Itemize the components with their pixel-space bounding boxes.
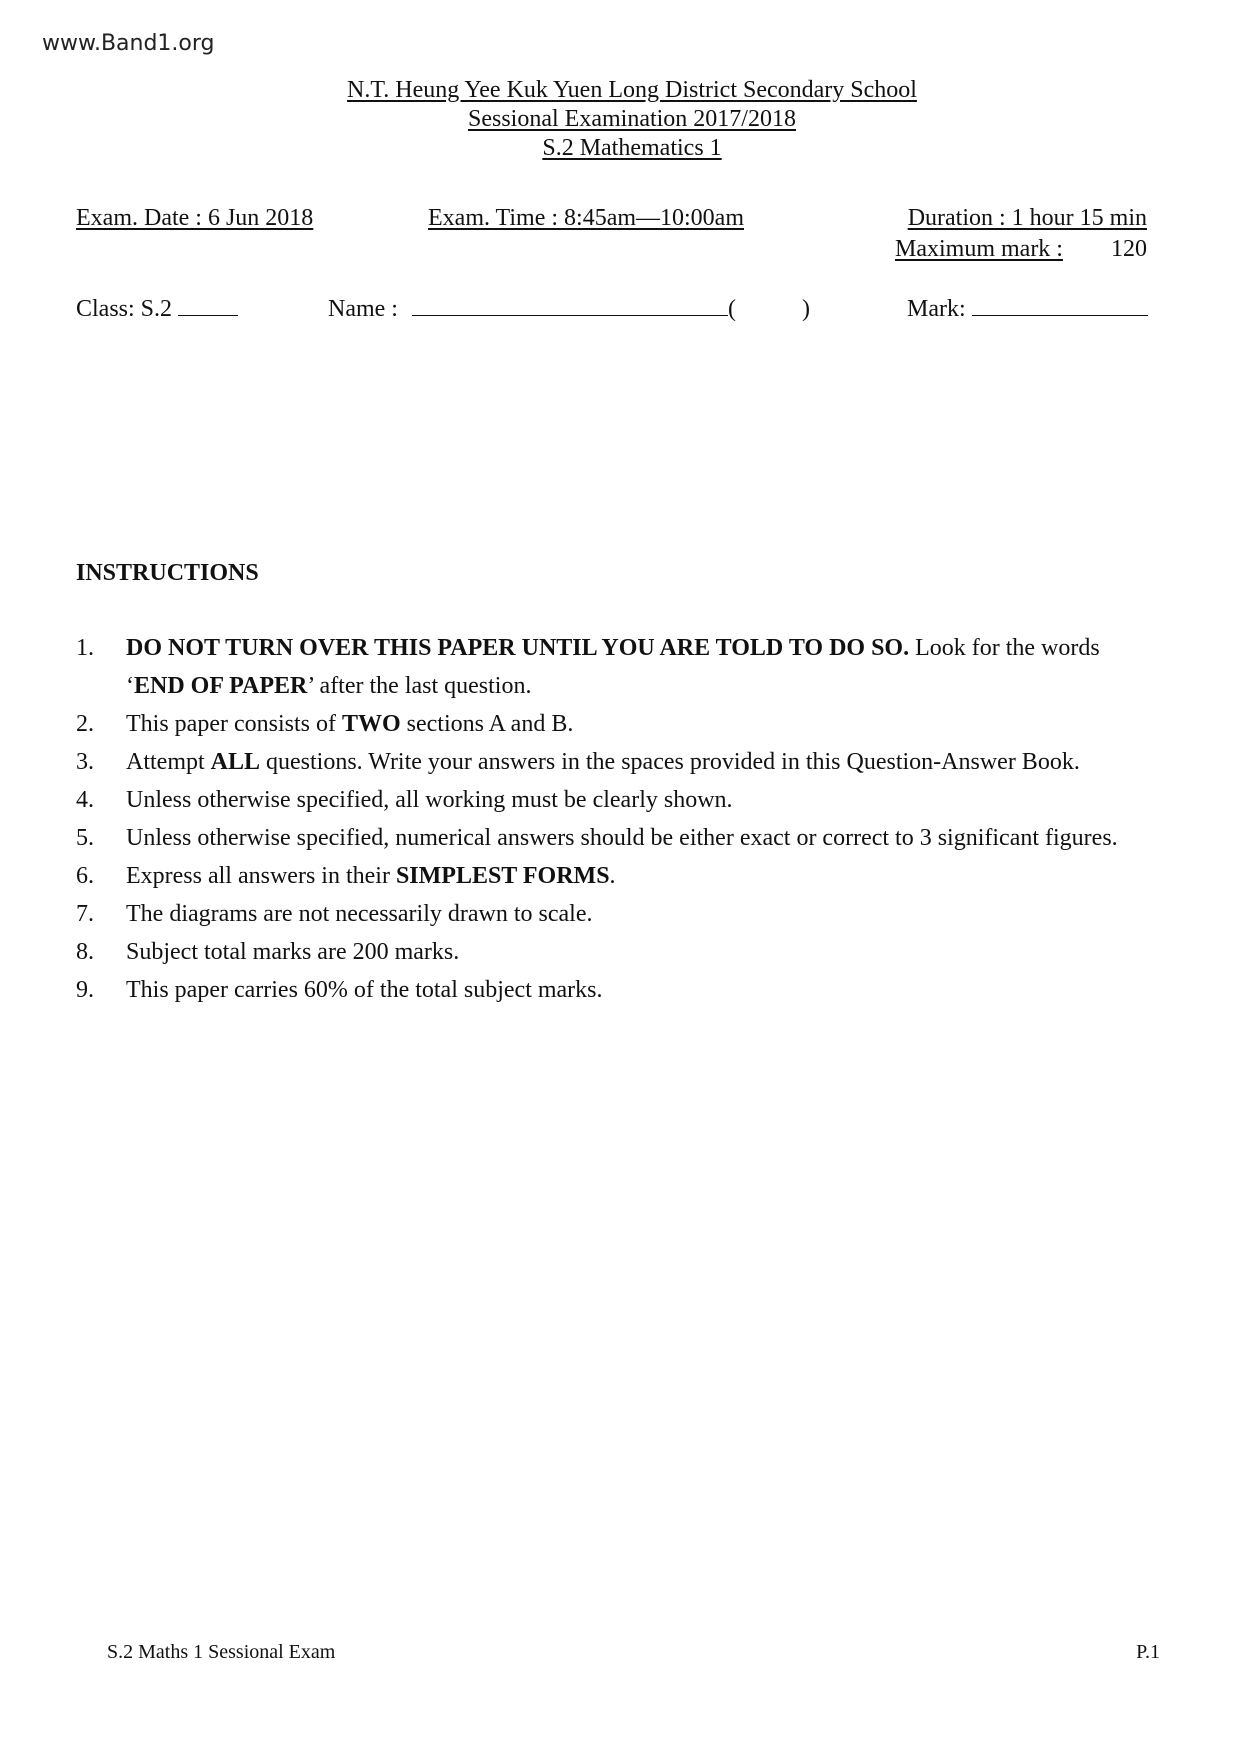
instruction-text: ’ after the last question. — [307, 673, 532, 699]
instruction-number: 5. — [76, 825, 94, 851]
class-number-close: ) — [801, 296, 810, 322]
maximum-mark-label: Maximum mark : — [895, 236, 1063, 262]
class-blank[interactable] — [178, 293, 238, 316]
instruction-text: ‘ — [126, 673, 134, 699]
instruction-emphasis: ALL — [210, 749, 261, 775]
name-label: Name : — [328, 296, 398, 322]
instruction-text: Unless otherwise specified, numerical answers should be either exact or correct to 3 significant figures. — [126, 825, 1118, 851]
instruction-item-text — [126, 976, 603, 1004]
school-name: N.T. Heung Yee Kuk Yuen Long District Secondary School — [347, 77, 917, 103]
instruction-item-text — [126, 786, 733, 814]
footer-left: S.2 Maths 1 Sessional Exam — [107, 1641, 336, 1663]
instruction-emphasis: DO NOT TURN OVER THIS PAPER UNTIL YOU ARE TOLD TO DO SO. — [126, 635, 910, 661]
instruction-item-text — [126, 710, 573, 738]
subject-title: S.2 Mathematics 1 — [542, 135, 722, 161]
instruction-emphasis: SIMPLEST FORMS — [395, 863, 610, 889]
instruction-item-text — [126, 748, 1080, 776]
name-blank[interactable] — [412, 293, 728, 316]
instruction-item-text — [126, 634, 1100, 662]
mark-field — [907, 293, 1148, 323]
name-field — [328, 293, 810, 323]
instruction-item-text — [126, 938, 459, 966]
instruction-text: Express all answers in their — [126, 863, 396, 889]
class-field — [76, 293, 238, 323]
instructions-heading: INSTRUCTIONS — [76, 560, 259, 586]
instruction-number: 9. — [76, 977, 94, 1003]
instruction-number: 6. — [76, 863, 94, 889]
watermark: www.Band1.org — [42, 31, 215, 56]
maximum-mark — [895, 235, 1147, 263]
instruction-text: Attempt — [126, 749, 211, 775]
instruction-text: The diagrams are not necessarily drawn to scale. — [126, 901, 593, 927]
instruction-text: sections A and B. — [400, 711, 574, 737]
exam-time: Exam. Time : 8:45am—10:00am — [428, 205, 744, 231]
instruction-emphasis: END OF PAPER — [134, 673, 308, 699]
instruction-text: This paper carries 60% of the total subject marks. — [126, 977, 603, 1003]
instruction-number: 3. — [76, 749, 94, 775]
instruction-text: This paper consists of — [126, 711, 342, 737]
instruction-text: questions. Write your answers in the spaces provided in this Question-Answer Book. — [260, 749, 1080, 775]
instruction-number: 8. — [76, 939, 94, 965]
maximum-mark-value: 120 — [1111, 236, 1147, 262]
instruction-number: 2. — [76, 711, 94, 737]
instruction-item-text — [126, 900, 592, 928]
instruction-number: 4. — [76, 787, 94, 813]
class-number-open: ( — [727, 296, 736, 322]
page-number: P.1 — [1136, 1641, 1160, 1663]
instruction-emphasis: TWO — [341, 711, 401, 737]
class-label: Class: S.2 — [76, 296, 173, 322]
instruction-item-text — [126, 672, 531, 700]
instruction-number: 7. — [76, 901, 94, 927]
instruction-number: 1. — [76, 635, 94, 661]
instruction-text: Unless otherwise specified, all working must be clearly shown. — [126, 787, 733, 813]
duration: Duration : 1 hour 15 min — [907, 205, 1147, 231]
mark-label: Mark: — [907, 296, 966, 322]
exam-title: Sessional Examination 2017/2018 — [468, 106, 796, 132]
exam-date: Exam. Date : 6 Jun 2018 — [76, 205, 314, 231]
instruction-text: Subject total marks are 200 marks. — [126, 939, 460, 965]
instruction-text: . — [609, 863, 616, 889]
mark-blank[interactable] — [972, 293, 1148, 316]
instruction-text: Look for the words — [909, 635, 1100, 661]
instruction-item-text — [126, 862, 616, 890]
instruction-item-text — [126, 824, 1118, 852]
